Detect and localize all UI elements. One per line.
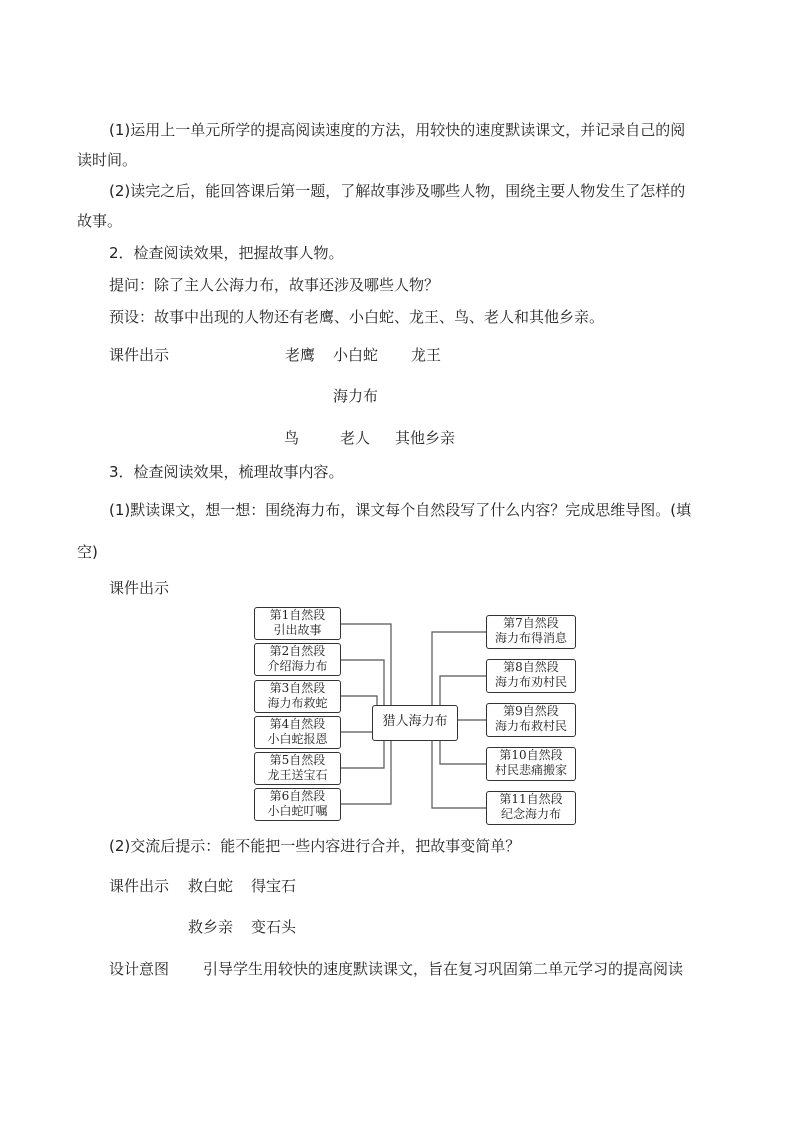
node-text: 纪念海力布 (500, 807, 561, 821)
step-2-heading: 2．检查阅读效果，把握故事人物。 (109, 244, 344, 262)
mind-map-left-node (254, 680, 341, 713)
node-text: 海力布得消息 (494, 631, 567, 645)
mind-map-left-node (254, 643, 341, 676)
node-title: 第5自然段 (269, 753, 326, 767)
courseware-label-3: 课件出示 (109, 877, 170, 895)
design-intent-text: 引导学生用较快的速度默读课文，旨在复习巩固第二单元学习的提高阅读 (203, 960, 684, 978)
mind-map-center: 猎人海力布 (372, 705, 458, 741)
preset-answer: 预设：故事中出现的人物还有老鹰、小白蛇、龙王、鸟、老人和其他乡亲。 (109, 308, 605, 326)
character-longwang: 龙王 (411, 346, 442, 364)
courseware-label-2: 课件出示 (109, 579, 170, 597)
paragraph-2-line-1: (2)读完之后，能回答课后第一题，了解故事涉及哪些人物，围绕主要人物发生了怎样的 (109, 182, 686, 200)
node-title: 第11自然段 (499, 792, 563, 806)
mind-map-right-node (486, 747, 576, 781)
character-niao: 鸟 (284, 429, 300, 447)
summary-debaoshi: 得宝石 (251, 877, 297, 895)
mind-map-right-node (486, 703, 576, 737)
node-text: 龙王送宝石 (267, 768, 328, 782)
mind-map-left-node (254, 788, 341, 821)
node-text: 小白蛇报恩 (267, 732, 328, 746)
character-laoying: 老鹰 (285, 346, 316, 364)
character-laoren: 老人 (340, 429, 371, 447)
mind-map-right-node (486, 615, 576, 649)
step-3-heading: 3．检查阅读效果，梳理故事内容。 (109, 463, 344, 481)
node-title: 第9自然段 (503, 704, 559, 718)
node-title: 第1自然段 (269, 608, 326, 622)
summary-bianshitou: 变石头 (251, 918, 297, 936)
paragraph-2-line-2: 故事。 (77, 212, 123, 230)
paragraph-4: (2)交流后提示：能不能把一些内容进行合并，把故事变简单？ (109, 837, 521, 855)
paragraph-3-line-1: (1)默读课文，想一想：围绕海力布，课文每个自然段写了什么内容？完成思维导图。(填 (109, 501, 692, 519)
courseware-label-1: 课件出示 (109, 346, 170, 364)
mind-map-left-node (254, 607, 341, 640)
character-xiangqin: 其他乡亲 (395, 429, 456, 447)
mind-map-right-node (486, 791, 576, 825)
question-text: 提问：除了主人公海力布，故事还涉及哪些人物？ (109, 276, 440, 294)
node-text: 引出故事 (273, 623, 322, 637)
node-text: 海力布救蛇 (267, 696, 328, 710)
paragraph-1-line-2: 读时间。 (77, 151, 138, 169)
paragraph-1-line-1: (1)运用上一单元所学的提高阅读速度的方法，用较快的速度默读课文，并记录自己的阅 (109, 121, 686, 139)
paragraph-3-line-2: 空) (77, 543, 98, 561)
node-title: 第6自然段 (269, 789, 326, 803)
design-intent-label: 设计意图 (109, 960, 170, 978)
summary-jiuxiangqin: 救乡亲 (188, 918, 234, 936)
node-title: 第3自然段 (269, 681, 326, 695)
node-title: 第10自然段 (499, 748, 563, 762)
node-text: 小白蛇叮嘱 (267, 804, 328, 818)
summary-jiubaishe: 救白蛇 (188, 877, 234, 895)
node-title: 第2自然段 (269, 644, 326, 658)
node-text: 海力布劝村民 (494, 675, 567, 689)
mind-map-left-node (254, 716, 341, 749)
mind-map-left-node (254, 752, 341, 785)
node-title: 第7自然段 (503, 616, 559, 630)
node-text: 海力布救村民 (494, 719, 567, 733)
mind-map-right-node (486, 659, 576, 693)
node-text: 村民悲痛搬家 (494, 763, 567, 777)
node-title: 第4自然段 (269, 717, 326, 731)
node-text: 介绍海力布 (267, 659, 328, 673)
node-title: 第8自然段 (503, 660, 559, 674)
character-hailibu: 海力布 (333, 387, 379, 405)
character-xiaobaishe: 小白蛇 (333, 346, 379, 364)
